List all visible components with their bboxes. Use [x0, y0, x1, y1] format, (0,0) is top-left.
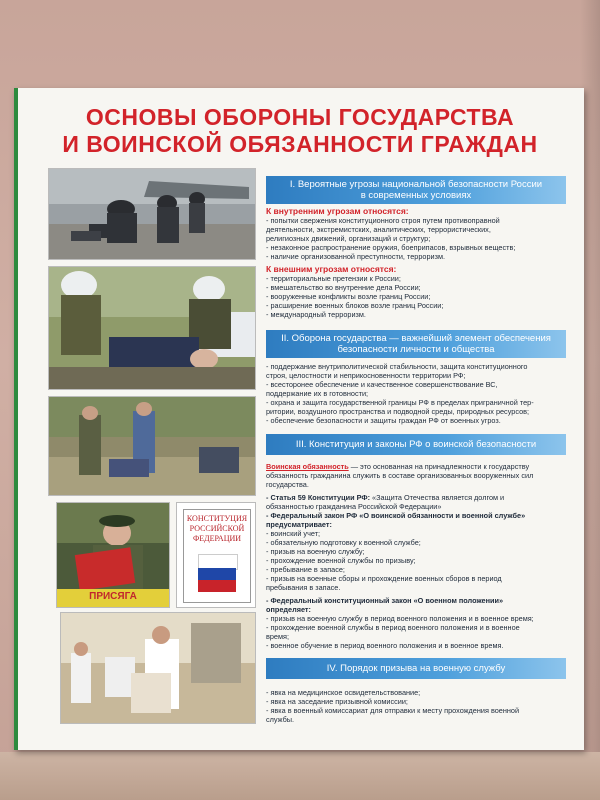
- article-59-label: - Статья 59 Конституции РФ:: [266, 493, 371, 502]
- section-1-heading-line-2: в современных условиях: [360, 190, 472, 201]
- list-item: - пребывание в запасе;: [266, 565, 345, 574]
- section-2-heading-line-2: безопасности личности и общества: [337, 344, 495, 355]
- photo-special-forces: [48, 168, 256, 260]
- external-threats-list: [266, 274, 566, 319]
- list-item: - охрана и защита государственной границы РФ в пределах приграничной тер-: [266, 398, 534, 407]
- list-item: пребывания в запасе.: [266, 583, 341, 592]
- list-item: - обязательную подготовку к военной службе;: [266, 538, 421, 547]
- list-item: - вмешательство во внутренние дела России;: [266, 283, 421, 292]
- list-item: - прохождение военной службы по призыву;: [266, 556, 416, 565]
- cover-line-2: РОССИЙСКОЙ: [189, 524, 245, 533]
- list-item: - призыв на военные сборы и прохождение военных сборов в период: [266, 574, 502, 583]
- list-item: - прохождение военной службы в период военного положения и в военное: [266, 623, 520, 632]
- section-2-heading-line-1: II. Оборона государства — важнейший элемент обеспечения: [281, 333, 551, 344]
- flag-red-stripe: [198, 580, 236, 592]
- list-item: - призыв на военную службу;: [266, 547, 365, 556]
- article-59: [266, 493, 566, 502]
- cover-line-1: КОНСТИТУЦИЯ: [186, 514, 248, 523]
- list-item: - всесторонее обеспечение и качественное совершенствование ВС,: [266, 380, 498, 389]
- list-item: религиозных движений, организаций и структур;: [266, 234, 431, 243]
- list-item: - поддержание внутриполитической стабильности, защита конституционного: [266, 362, 528, 371]
- duty-term: Воинская обязанность: [266, 462, 349, 471]
- const-law-title: - Федеральный конституционный закон «О военном положении»: [266, 596, 504, 605]
- photo-oath: [56, 502, 170, 608]
- section-2-heading: [266, 330, 566, 358]
- list-item: - расширение военных блоков возле границ России;: [266, 301, 444, 310]
- photo-arrest: [48, 266, 256, 390]
- internal-threats-list: [266, 216, 566, 261]
- list-item: службы.: [266, 715, 295, 724]
- external-threats-title: К внешним угрозам относятся:: [266, 264, 397, 274]
- list-item: - воинский учет;: [266, 529, 321, 538]
- federal-law-title: предусматривает:: [266, 520, 332, 529]
- federal-law-title: - Федеральный закон РФ «О воинской обязанности и военной службе»: [266, 511, 526, 520]
- floor: [0, 752, 600, 800]
- cover-line-3: ФЕДЕРАЦИИ: [192, 534, 242, 543]
- list-item: деятельности, экстремистских, аналитических, террористических,: [266, 225, 491, 234]
- section-2-body: [266, 362, 566, 425]
- poster-green-edge: [14, 88, 18, 750]
- list-item: - явка на медицинское освидетельствование;: [266, 688, 421, 697]
- duty-line: обязанность гражданина служить в составе организованных вооруженных сил: [266, 471, 534, 480]
- internal-threats-title: К внутренним угрозам относятся:: [266, 206, 409, 216]
- constitution-book: [183, 509, 251, 603]
- section-4-body: [266, 688, 566, 724]
- list-item: - территориальные претензии к России;: [266, 274, 401, 283]
- list-item: - военное обучение в период военного положения и в военное время.: [266, 641, 504, 650]
- flag-blue-stripe: [198, 568, 236, 580]
- section-1-heading-line-1: I. Вероятные угрозы национальной безопасности России: [289, 179, 543, 190]
- list-item: - наличие организованной преступности, терроризм.: [266, 252, 445, 261]
- section-3-heading: [266, 434, 566, 455]
- section-4-heading: [266, 658, 566, 679]
- section-4-heading-text: IV. Порядок призыва на военную службу: [326, 663, 506, 674]
- const-law-title: определяет:: [266, 605, 311, 614]
- list-item: - явка на заседание призывной комиссии;: [266, 697, 408, 706]
- list-item: - попытки свержения конституционного строя путем противоправной: [266, 216, 500, 225]
- section-1-body: [266, 206, 566, 319]
- list-item: поддержание их в готовности;: [266, 389, 369, 398]
- duty-definition: [266, 462, 566, 471]
- list-item: строя, целостности и неприкосновенности территории РФ;: [266, 371, 466, 380]
- list-item: - международный терроризм.: [266, 310, 366, 319]
- list-item: - обеспечение безопасности и защиты граждан РФ от военных угроз.: [266, 416, 501, 425]
- photo-medical: [60, 612, 256, 724]
- photo-constitution: [176, 502, 256, 608]
- photo-training: [48, 396, 256, 496]
- duty-line: государства.: [266, 480, 309, 489]
- title-line-1: ОСНОВЫ ОБОРОНЫ ГОСУДАРСТВА: [85, 104, 515, 130]
- constitution-cover-text: [186, 514, 248, 544]
- article-59-text: обязанностью гражданина Российской Федерации»: [266, 502, 442, 511]
- duty-line: — это основанная на принадлежности к государству: [348, 462, 530, 471]
- section-1-heading: [266, 176, 566, 204]
- oath-caption: ПРИСЯГА: [89, 591, 137, 602]
- title-line-2: И ВОИНСКОЙ ОБЯЗАННОСТИ ГРАЖДАН: [62, 131, 538, 157]
- article-59-text: «Защита Отечества является долгом и: [370, 493, 505, 502]
- list-item: - явка в военный комиссариат для отправки к месту прохождения военной: [266, 706, 520, 715]
- poster-title: [40, 104, 560, 158]
- list-item: - вооруженные конфликты возле границ России;: [266, 292, 431, 301]
- list-item: время;: [266, 632, 289, 641]
- section-3-body: [266, 462, 566, 650]
- list-item: - незаконное распространение оружия, боеприпасов, взрывных веществ;: [266, 243, 516, 252]
- list-item: - призыв на военную службу в период военного положения и в военное время;: [266, 614, 534, 623]
- list-item: ритории, воздушного пространства и подводной среды, природных ресурсов;: [266, 407, 530, 416]
- section-3-heading-text: III. Конституция и законы РФ о воинской безопасности: [295, 439, 537, 450]
